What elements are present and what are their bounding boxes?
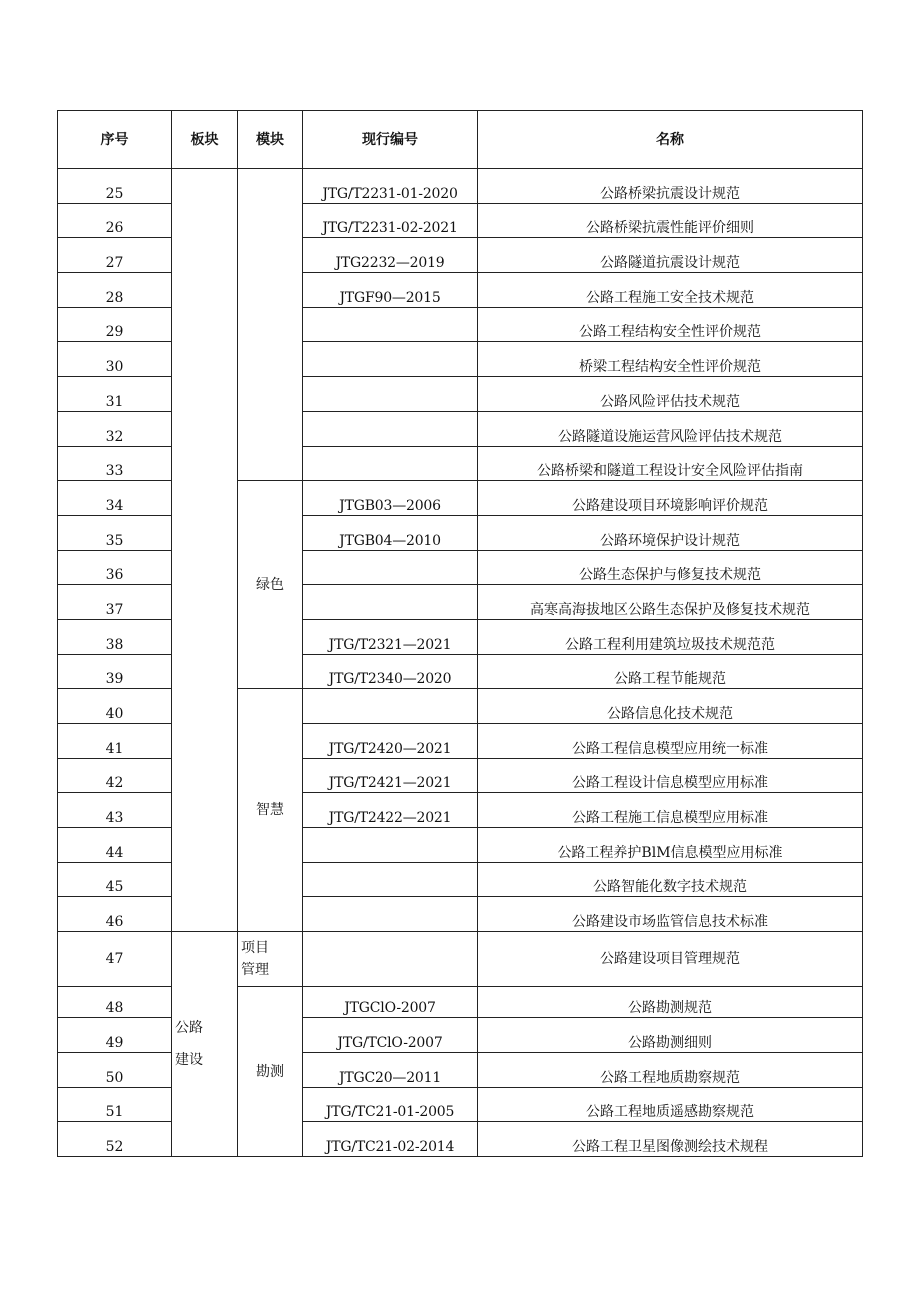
row-seq: 51 <box>58 1087 172 1122</box>
row-name: 公路隧道设施运营风险评估技术规范 <box>478 411 863 446</box>
row-name: 公路工程施工安全技术规范 <box>478 273 863 308</box>
row-name: 公路建设项目管理规范 <box>478 932 863 987</box>
module-survey-label: 勘测 <box>256 1063 284 1080</box>
row-code: JTGF90—2015 <box>303 273 478 308</box>
header-module: 模块 <box>238 111 303 169</box>
row-seq: 52 <box>58 1122 172 1157</box>
row-seq: 39 <box>58 654 172 689</box>
row-code <box>303 411 478 446</box>
module-green <box>238 481 303 689</box>
row-seq: 27 <box>58 238 172 273</box>
module-survey <box>238 987 303 1157</box>
row-name: 公路生态保护与修复技术规范 <box>478 550 863 585</box>
header-section: 板块 <box>172 111 238 169</box>
row-name: 公路工程利用建筑垃圾技术规范范 <box>478 619 863 654</box>
row-seq: 41 <box>58 724 172 759</box>
row-code: JTG/T2340—2020 <box>303 654 478 689</box>
module-smart <box>238 689 303 932</box>
table-row <box>58 932 863 987</box>
row-name: 公路建设项目环境影响评价规范 <box>478 481 863 516</box>
row-name: 公路环境保护设计规范 <box>478 515 863 550</box>
row-code: JTG/T2422—2021 <box>303 793 478 828</box>
row-seq: 38 <box>58 619 172 654</box>
row-name: 公路工程地质勘察规范 <box>478 1052 863 1087</box>
row-seq: 34 <box>58 481 172 516</box>
row-code: JTGC20—2011 <box>303 1052 478 1087</box>
row-seq: 25 <box>58 169 172 204</box>
row-name: 公路工程节能规范 <box>478 654 863 689</box>
row-name: 公路智能化数字技术规范 <box>478 862 863 897</box>
row-name: 公路桥梁抗震设计规范 <box>478 169 863 204</box>
module-cell-empty <box>238 169 303 481</box>
row-name: 公路工程施工信息模型应用标准 <box>478 793 863 828</box>
row-name: 公路桥梁和隧道工程设计安全风险评估指南 <box>478 446 863 481</box>
row-code: JTGB04—2010 <box>303 515 478 550</box>
row-seq: 40 <box>58 689 172 724</box>
row-seq: 30 <box>58 342 172 377</box>
header-seq: 序号 <box>58 111 172 169</box>
row-code: JTGB03—2006 <box>303 481 478 516</box>
row-code <box>303 585 478 620</box>
row-code <box>303 342 478 377</box>
header-name: 名称 <box>478 111 863 169</box>
row-seq: 32 <box>58 411 172 446</box>
module-smart-label: 智慧 <box>256 802 284 819</box>
section-cell-empty <box>172 169 238 932</box>
row-name: 公路工程卫星图像测绘技术规程 <box>478 1122 863 1157</box>
row-code <box>303 307 478 342</box>
row-seq: 36 <box>58 550 172 585</box>
row-code: JTG/TClO-2007 <box>303 1018 478 1053</box>
row-code <box>303 550 478 585</box>
row-seq: 48 <box>58 987 172 1018</box>
row-code <box>303 377 478 412</box>
section-build <box>172 932 238 1157</box>
row-name: 公路工程地质遥感勘察规范 <box>478 1087 863 1122</box>
row-name: 公路桥梁抗震性能评价细则 <box>478 203 863 238</box>
section-build-label: 公路建设 <box>175 1020 203 1068</box>
row-code: JTG/T2321—2021 <box>303 619 478 654</box>
row-seq: 46 <box>58 897 172 932</box>
row-seq: 42 <box>58 758 172 793</box>
row-code <box>303 932 478 987</box>
row-name: 高寒高海拔地区公路生态保护及修复技术规范 <box>478 585 863 620</box>
row-seq: 44 <box>58 828 172 863</box>
row-code: JTG/TC21-02-2014 <box>303 1122 478 1157</box>
row-name: 公路建设市场监管信息技术标准 <box>478 897 863 932</box>
row-seq: 43 <box>58 793 172 828</box>
row-name: 公路隧道抗震设计规范 <box>478 238 863 273</box>
row-seq: 47 <box>58 932 172 987</box>
module-green-label: 绿色 <box>256 576 284 593</box>
row-seq: 45 <box>58 862 172 897</box>
table-row <box>58 169 863 204</box>
row-name: 公路工程设计信息模型应用标准 <box>478 758 863 793</box>
row-seq: 50 <box>58 1052 172 1087</box>
row-code <box>303 862 478 897</box>
row-name: 公路工程信息模型应用统一标准 <box>478 724 863 759</box>
row-name: 公路工程结构安全性评价规范 <box>478 307 863 342</box>
row-name: 公路勘测细则 <box>478 1018 863 1053</box>
row-name: 公路勘测规范 <box>478 987 863 1018</box>
row-seq: 49 <box>58 1018 172 1053</box>
row-code: JTG/TC21-01-2005 <box>303 1087 478 1122</box>
row-seq: 37 <box>58 585 172 620</box>
row-code: JTG2232—2019 <box>303 238 478 273</box>
row-name: 公路信息化技术规范 <box>478 689 863 724</box>
row-code: JTG/T2231-02-2021 <box>303 203 478 238</box>
row-name: 公路风险评估技术规范 <box>478 377 863 412</box>
row-seq: 33 <box>58 446 172 481</box>
row-code: JTG/T2420—2021 <box>303 724 478 759</box>
row-seq: 29 <box>58 307 172 342</box>
module-pm-label: 项目管理 <box>241 940 269 979</box>
row-code <box>303 828 478 863</box>
row-code <box>303 446 478 481</box>
header-code: 现行编号 <box>303 111 478 169</box>
row-seq: 26 <box>58 203 172 238</box>
row-code <box>303 689 478 724</box>
row-seq: 35 <box>58 515 172 550</box>
row-code: JTGClO-2007 <box>303 987 478 1018</box>
module-pm <box>238 932 303 987</box>
row-name: 桥梁工程结构安全性评价规范 <box>478 342 863 377</box>
row-code: JTG/T2231-01-2020 <box>303 169 478 204</box>
standards-table <box>57 110 863 1157</box>
row-code: JTG/T2421—2021 <box>303 758 478 793</box>
row-seq: 28 <box>58 273 172 308</box>
row-code <box>303 897 478 932</box>
row-name: 公路工程养护BlM信息模型应用标准 <box>478 828 863 863</box>
row-seq: 31 <box>58 377 172 412</box>
